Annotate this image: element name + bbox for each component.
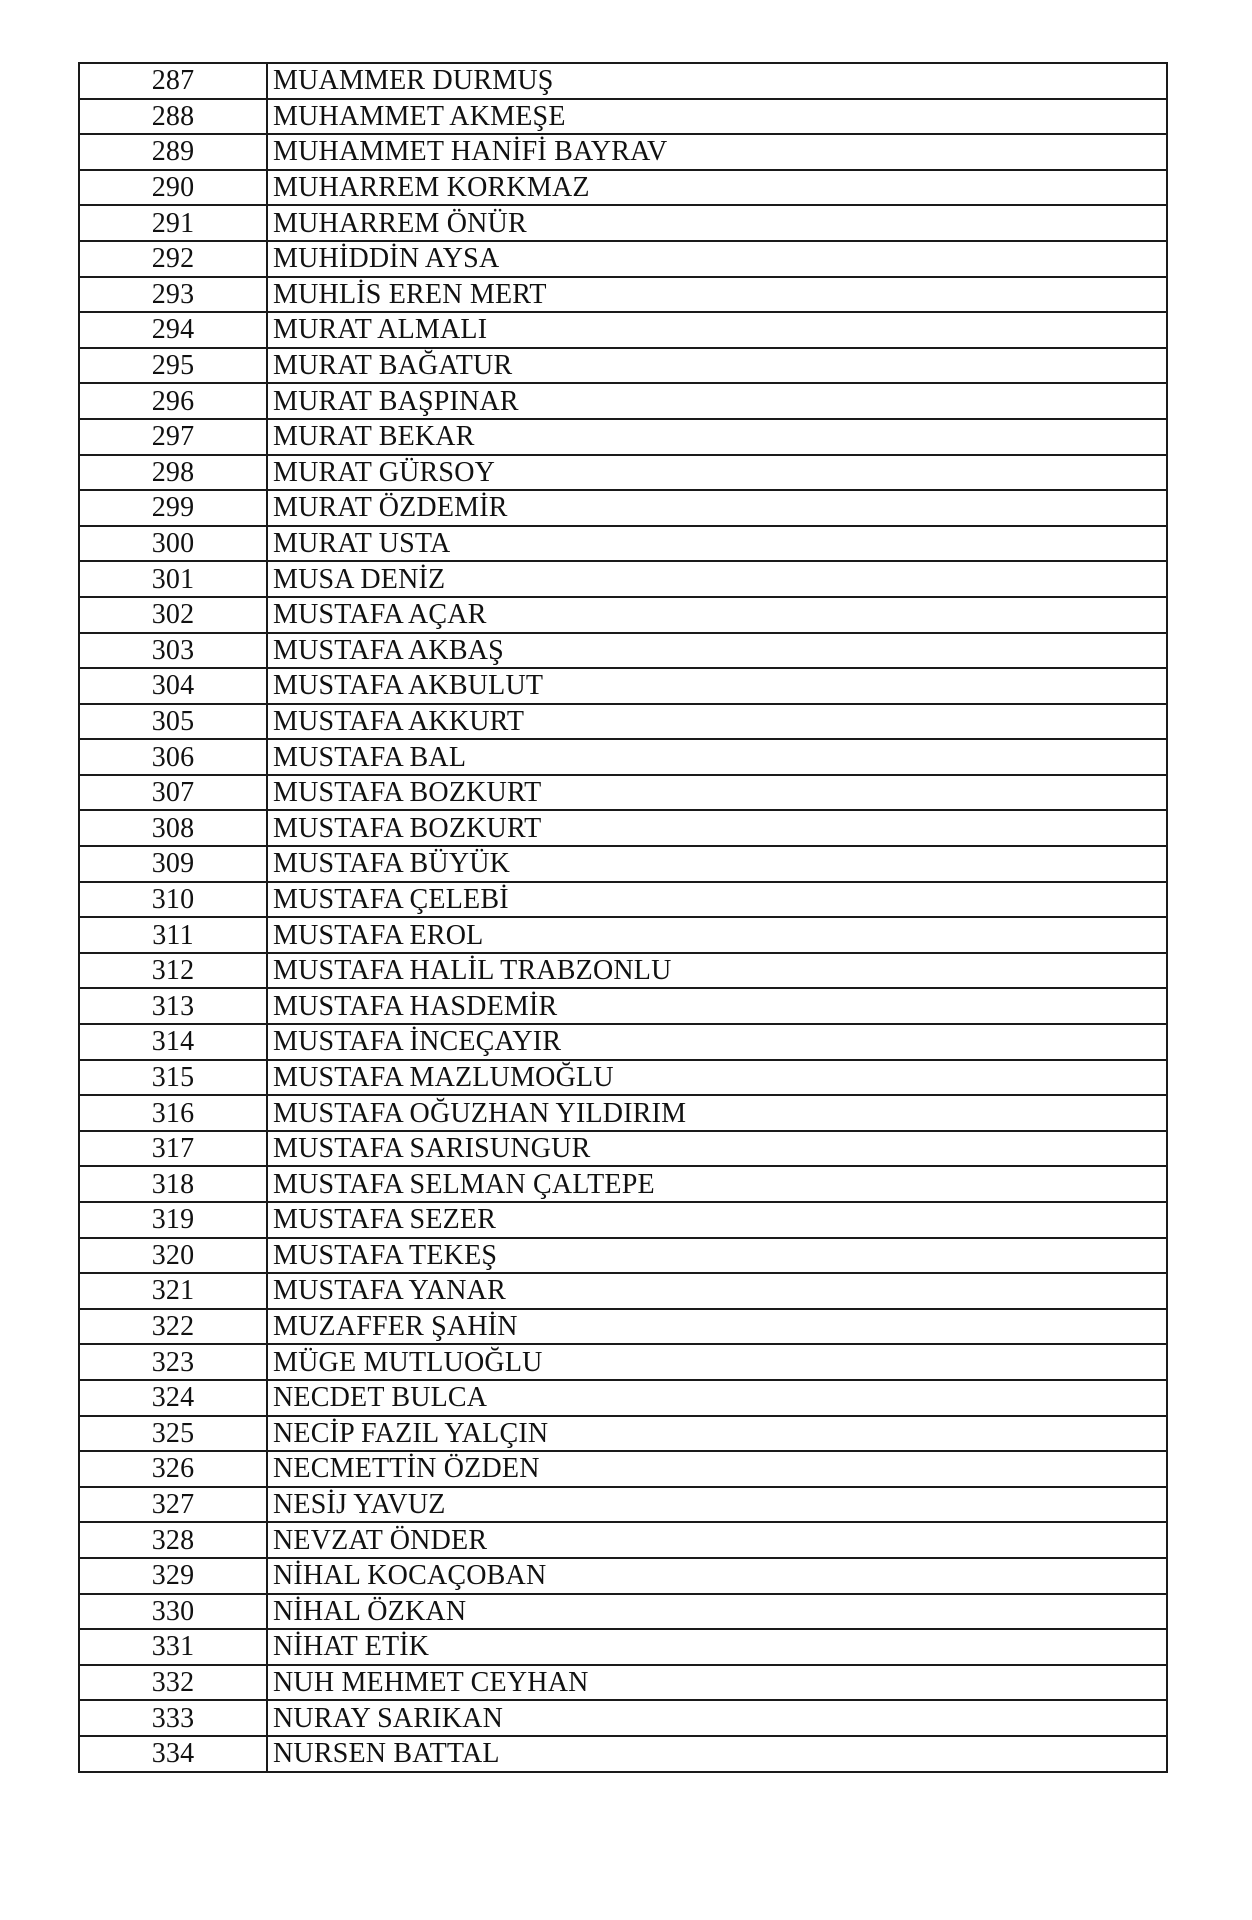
row-number: 288 [79,99,267,135]
person-name: NUH MEHMET CEYHAN [267,1665,1167,1701]
person-name: MURAT BAĞATUR [267,348,1167,384]
row-number: 322 [79,1309,267,1345]
row-number: 315 [79,1060,267,1096]
table-row [79,1522,1167,1558]
row-number: 309 [79,846,267,882]
row-number: 323 [79,1344,267,1380]
person-name: MURAT GÜRSOY [267,455,1167,491]
table-row [79,241,1167,277]
person-name: MURAT BEKAR [267,419,1167,455]
row-number: 297 [79,419,267,455]
row-number: 287 [79,63,267,99]
row-number: 307 [79,775,267,811]
row-number: 303 [79,633,267,669]
table-row [79,1416,1167,1452]
row-number: 330 [79,1594,267,1630]
row-number: 321 [79,1273,267,1309]
table-row [79,490,1167,526]
person-name: MUSTAFA SARISUNGUR [267,1131,1167,1167]
table-row [79,810,1167,846]
row-number: 299 [79,490,267,526]
row-number: 318 [79,1166,267,1202]
row-number: 331 [79,1629,267,1665]
row-number: 301 [79,561,267,597]
table-row [79,1380,1167,1416]
table-row [79,1131,1167,1167]
table-row [79,1665,1167,1701]
row-number: 289 [79,134,267,170]
person-name: NİHAT ETİK [267,1629,1167,1665]
table-row [79,1736,1167,1772]
row-number: 327 [79,1487,267,1523]
table-row [79,633,1167,669]
person-name: NİHAL KOCAÇOBAN [267,1558,1167,1594]
row-number: 325 [79,1416,267,1452]
person-name: NURAY SARIKAN [267,1700,1167,1736]
person-name: MUHARREM ÖNÜR [267,205,1167,241]
person-name: NESİJ YAVUZ [267,1487,1167,1523]
row-number: 320 [79,1238,267,1274]
row-number: 292 [79,241,267,277]
person-name: MUHLİS EREN MERT [267,277,1167,313]
table-row [79,953,1167,989]
table-row [79,1273,1167,1309]
row-number: 308 [79,810,267,846]
person-name: MUSTAFA MAZLUMOĞLU [267,1060,1167,1096]
table-row [79,561,1167,597]
person-name: NİHAL ÖZKAN [267,1594,1167,1630]
person-name: MURAT BAŞPINAR [267,383,1167,419]
person-name: MURAT USTA [267,526,1167,562]
row-number: 332 [79,1665,267,1701]
person-name: MUSTAFA ÇELEBİ [267,882,1167,918]
table-row [79,668,1167,704]
person-name: MUAMMER DURMUŞ [267,63,1167,99]
person-name: MUSTAFA İNCEÇAYIR [267,1024,1167,1060]
row-number: 291 [79,205,267,241]
person-name: MUSTAFA BÜYÜK [267,846,1167,882]
table-row [79,1451,1167,1487]
person-name: NEVZAT ÖNDER [267,1522,1167,1558]
name-list-body [79,63,1167,1772]
person-name: MUHAMMET AKMEŞE [267,99,1167,135]
table-row [79,455,1167,491]
person-name: MUZAFFER ŞAHİN [267,1309,1167,1345]
person-name: MUHİDDİN AYSA [267,241,1167,277]
row-number: 302 [79,597,267,633]
person-name: NECMETTİN ÖZDEN [267,1451,1167,1487]
row-number: 312 [79,953,267,989]
person-name: NURSEN BATTAL [267,1736,1167,1772]
table-row [79,882,1167,918]
row-number: 314 [79,1024,267,1060]
person-name: NECİP FAZIL YALÇIN [267,1416,1167,1452]
row-number: 304 [79,668,267,704]
table-row [79,1629,1167,1665]
row-number: 295 [79,348,267,384]
row-number: 319 [79,1202,267,1238]
table-row [79,846,1167,882]
person-name: MUSTAFA AKKURT [267,704,1167,740]
person-name: MUSTAFA AKBULUT [267,668,1167,704]
table-row [79,1558,1167,1594]
row-number: 328 [79,1522,267,1558]
row-number: 334 [79,1736,267,1772]
table-row [79,1024,1167,1060]
row-number: 326 [79,1451,267,1487]
person-name: MURAT ÖZDEMİR [267,490,1167,526]
table-row [79,597,1167,633]
table-row [79,63,1167,99]
person-name: MUSTAFA SELMAN ÇALTEPE [267,1166,1167,1202]
person-name: MUSTAFA EROL [267,917,1167,953]
table-row [79,1202,1167,1238]
person-name: MUHARREM KORKMAZ [267,170,1167,206]
table-row [79,704,1167,740]
person-name: MUSTAFA SEZER [267,1202,1167,1238]
row-number: 333 [79,1700,267,1736]
table-row [79,1344,1167,1380]
table-row [79,1238,1167,1274]
row-number: 329 [79,1558,267,1594]
table-row [79,134,1167,170]
row-number: 294 [79,312,267,348]
row-number: 296 [79,383,267,419]
table-row [79,1487,1167,1523]
person-name: MUSTAFA HASDEMİR [267,988,1167,1024]
person-name: MUSTAFA AKBAŞ [267,633,1167,669]
table-row [79,170,1167,206]
table-row [79,383,1167,419]
table-row [79,1309,1167,1345]
table-row [79,988,1167,1024]
person-name: MURAT ALMALI [267,312,1167,348]
table-row [79,348,1167,384]
person-name: MÜGE MUTLUOĞLU [267,1344,1167,1380]
row-number: 305 [79,704,267,740]
table-row [79,205,1167,241]
table-row [79,1060,1167,1096]
row-number: 298 [79,455,267,491]
person-name: MUSTAFA AÇAR [267,597,1167,633]
row-number: 310 [79,882,267,918]
person-name: MUSTAFA BOZKURT [267,810,1167,846]
table-row [79,1095,1167,1131]
row-number: 293 [79,277,267,313]
person-name: MUSTAFA OĞUZHAN YILDIRIM [267,1095,1167,1131]
person-name: NECDET BULCA [267,1380,1167,1416]
person-name: MUSTAFA BOZKURT [267,775,1167,811]
person-name: MUSTAFA TEKEŞ [267,1238,1167,1274]
row-number: 313 [79,988,267,1024]
document-page [78,62,1166,1773]
person-name: MUSA DENİZ [267,561,1167,597]
person-name: MUSTAFA BAL [267,739,1167,775]
row-number: 300 [79,526,267,562]
table-row [79,1700,1167,1736]
table-row [79,99,1167,135]
table-row [79,419,1167,455]
person-name: MUSTAFA HALİL TRABZONLU [267,953,1167,989]
row-number: 324 [79,1380,267,1416]
row-number: 306 [79,739,267,775]
row-number: 317 [79,1131,267,1167]
table-row [79,739,1167,775]
name-list-table [78,62,1168,1773]
person-name: MUSTAFA YANAR [267,1273,1167,1309]
table-row [79,526,1167,562]
row-number: 311 [79,917,267,953]
row-number: 316 [79,1095,267,1131]
table-row [79,917,1167,953]
table-row [79,775,1167,811]
person-name: MUHAMMET HANİFİ BAYRAV [267,134,1167,170]
table-row [79,277,1167,313]
table-row [79,1166,1167,1202]
table-row [79,312,1167,348]
row-number: 290 [79,170,267,206]
table-row [79,1594,1167,1630]
